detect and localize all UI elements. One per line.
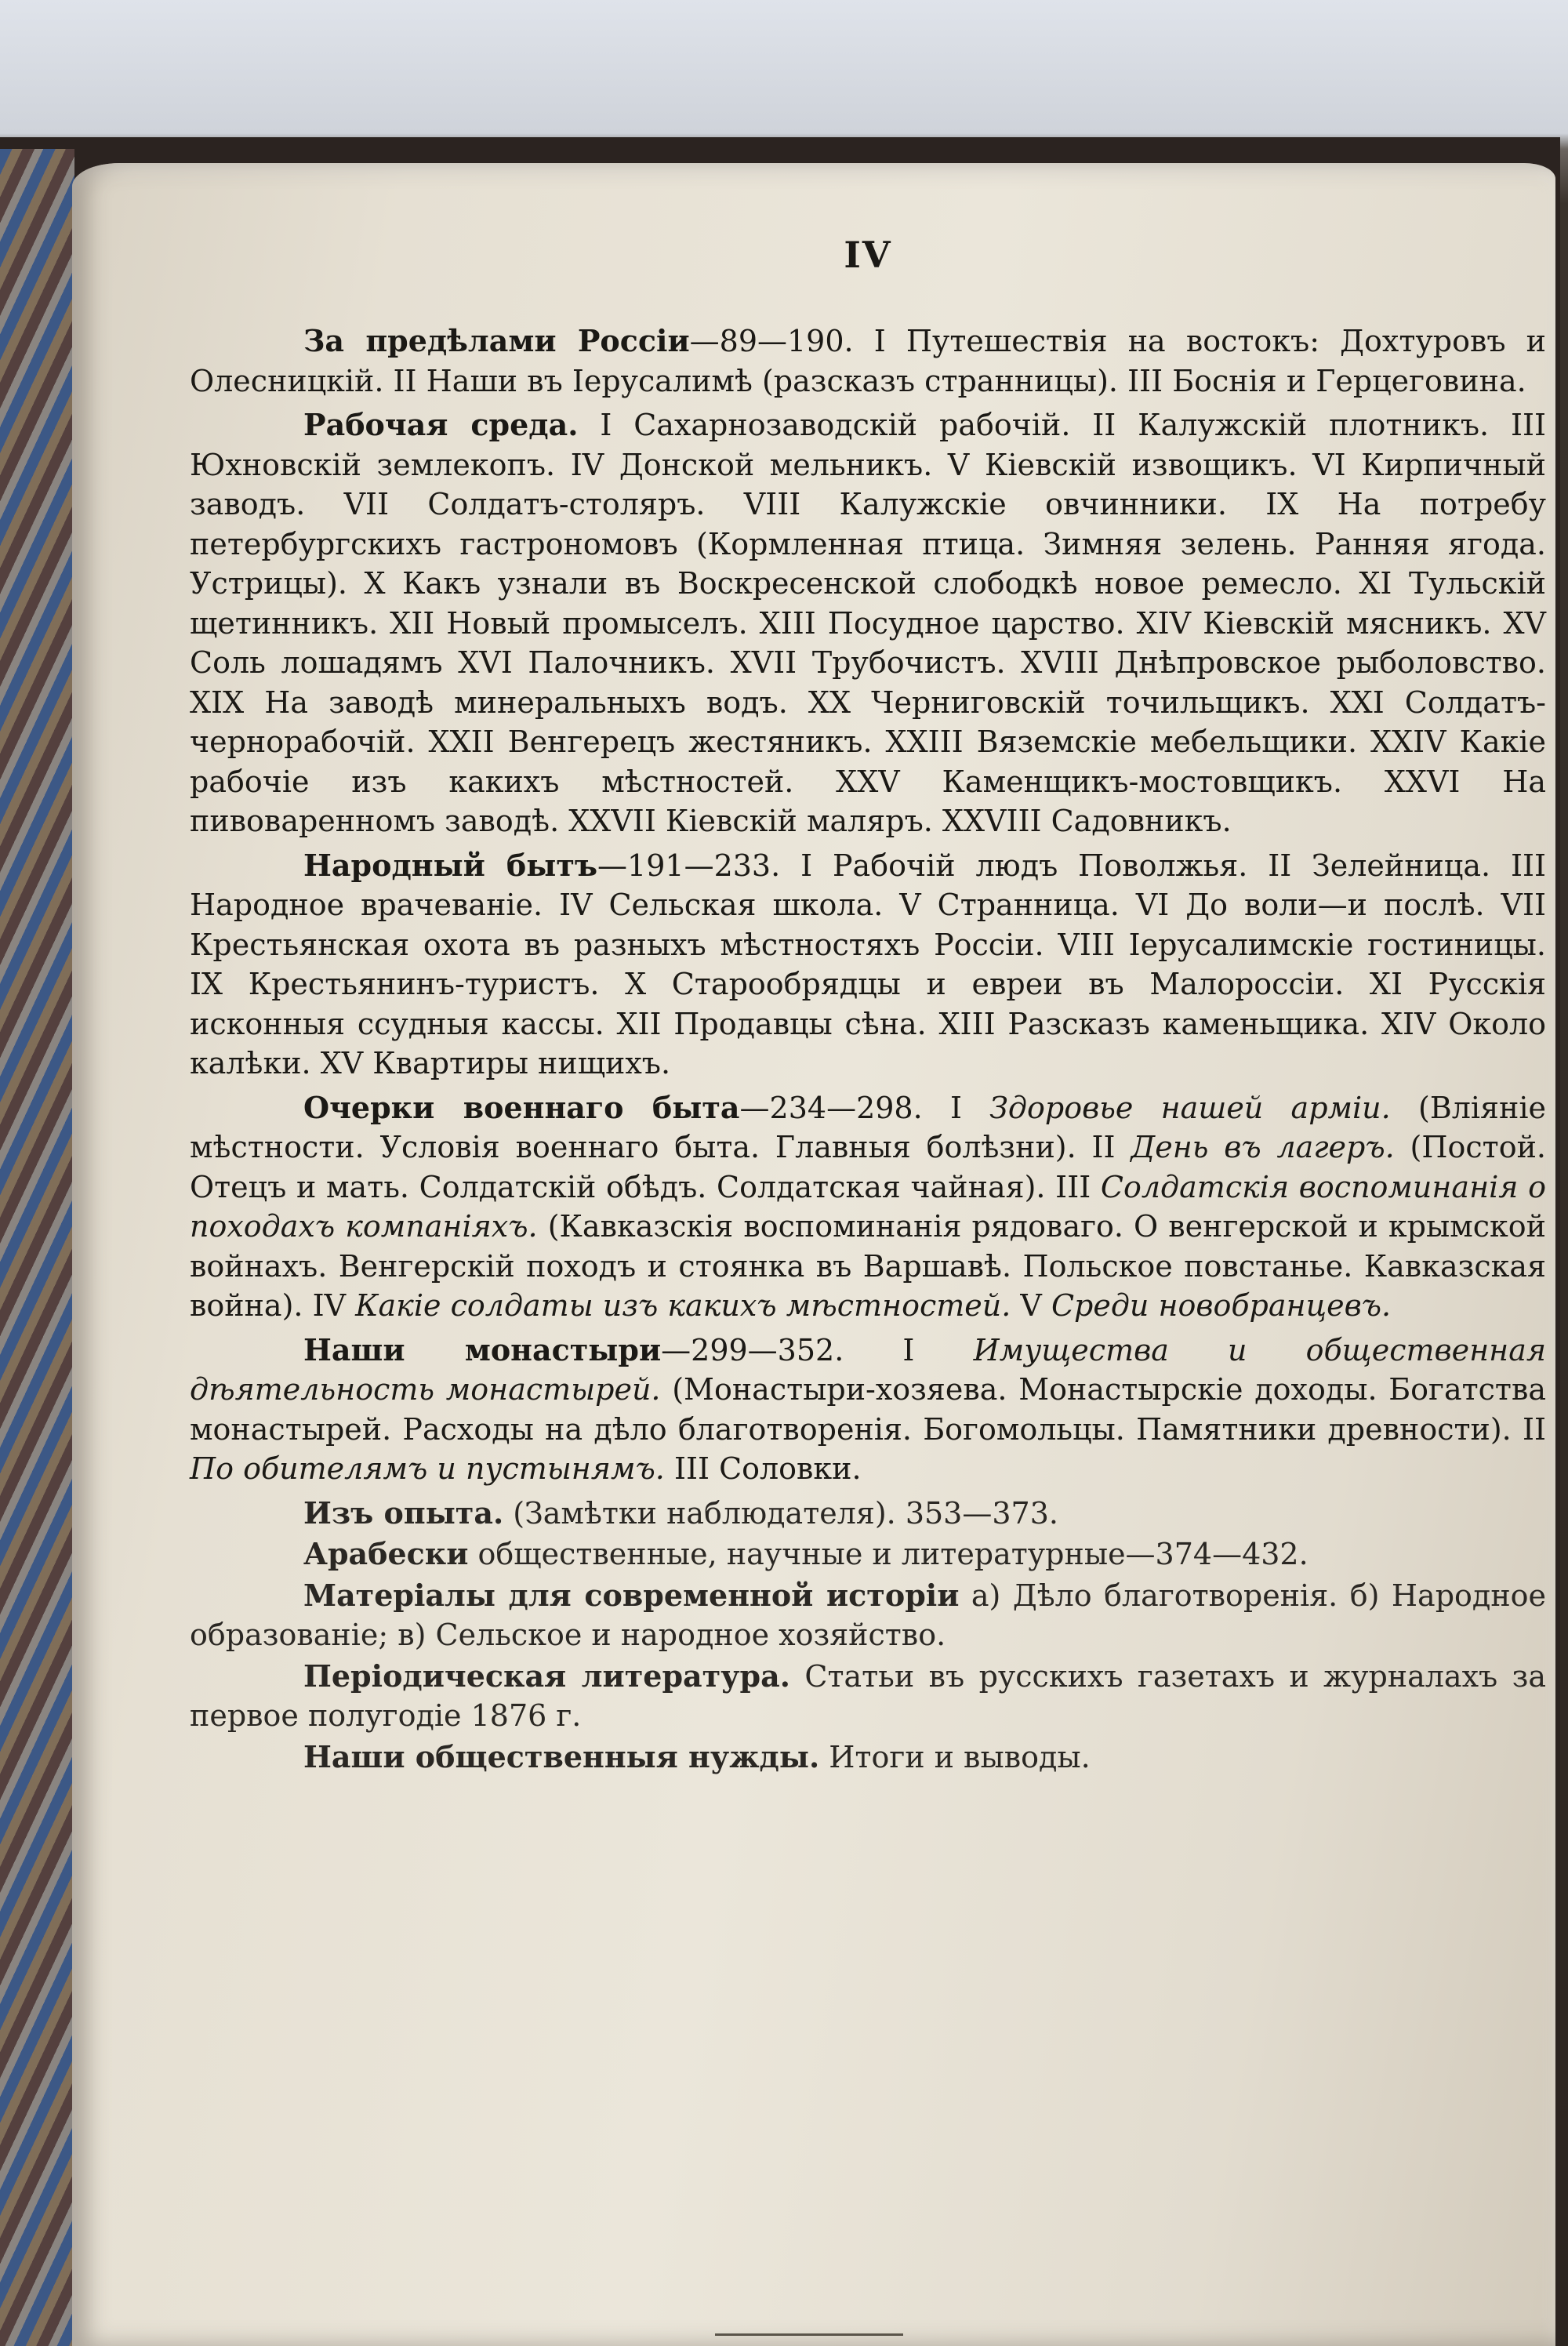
- decorative-rule: [715, 2333, 903, 2336]
- entry-heading: За предѣлами Россіи: [303, 323, 690, 358]
- entry-text: а) Дѣло благотворенія. б) Народное образованіе; в) Сельское и народное хозяйство.: [190, 1578, 1547, 1652]
- entry-italic-text: Имущества и общественная дѣятельность монастырей.: [190, 1332, 1547, 1407]
- entry-text: —234—298. I: [739, 1090, 990, 1125]
- toc-entry-working-environment: [190, 405, 1546, 841]
- book-page: [72, 163, 1555, 2346]
- entry-text: —191—233. I Рабочій людъ Поволжья. II Зелейница. III Народное врачеваніе. IV Сельская школа. V Странница. VI До воли—и послѣ. VII Крестьянская охота въ разныхъ мѣстностяхъ Россіи. VIII Іерусалимскіе гостиницы. IX Крестьянинъ-туристъ. X Старообрядцы и евреи въ Малороссіи. XI Русскія исконныя ссудныя кассы. XII Продавцы сѣна. XIII Разсказъ каменьщика. XIV Около калѣки. XV Квартиры нищихъ.: [190, 848, 1546, 1080]
- entry-heading: Наши общественныя нужды.: [303, 1738, 820, 1774]
- entry-heading: Народный бытъ: [303, 847, 598, 883]
- entry-heading: Матеріалы для современной исторіи: [303, 1577, 960, 1613]
- toc-entry-materials: [190, 1576, 1546, 1655]
- marbled-page-edge: [0, 149, 74, 2346]
- toc-entry-folk-life: [190, 846, 1546, 1084]
- entry-text: —299—352. I: [661, 1332, 974, 1367]
- entry-italic-text: Среди новобранцевъ.: [1051, 1288, 1392, 1323]
- entry-italic-text: Какіе солдаты изъ какихъ мѣстностей.: [355, 1288, 1011, 1323]
- entry-heading: Наши монастыри: [303, 1331, 662, 1367]
- toc-entry-from-experience: [190, 1494, 1546, 1534]
- entry-text: (Монастыри-хозяева. Монастырскіе доходы. Богатства монастырей. Расходы на дѣло благотворенія. Богомольцы. Памятники древности). II: [190, 1372, 1546, 1447]
- entry-text: —89—190. I Путешествія на востокъ: Дохтуровъ и Олесницкій. II Наши въ Іерусалимѣ (разсказъ странницы). III Боснія и Герцеговина.: [190, 324, 1546, 398]
- toc-entry-public-needs: [190, 1738, 1546, 1778]
- entry-heading: Изъ опыта.: [303, 1494, 504, 1531]
- entry-heading: Арабески: [303, 1536, 469, 1571]
- entry-text: V: [1011, 1288, 1051, 1323]
- entry-text: (Вліяніе мѣстности. Условія военнаго быта. Главныя болѣзни). II: [190, 1090, 1546, 1164]
- page-number: IV: [844, 234, 892, 276]
- toc-entry-monasteries: [190, 1331, 1546, 1489]
- entry-italic-text: День въ лагеръ.: [1131, 1130, 1395, 1164]
- entry-text: I Сахарнозаводскій рабочій. II Калужскій плотникъ. III Юхновскій землекопъ. IV Донской мельникъ. V Кіевскій извощикъ. VI Кирпичный заводъ. VII Солдатъ-столяръ. VIII Калужскіе овчинники. IX На потребу петербургскихъ гастрономовъ (Кормленная птица. Зимняя зелень. Ранняя ягода. Устрицы). X Какъ узнали въ Воскресенской слободкѣ новое ремесло. XI Тульскій щетинникъ. XII Новый промыселъ. XIII Посудное царство. XIV Кіевскій мясникъ. XV Соль лошадямъ XVI Палочникъ. XVII Трубочистъ. XVIII Днѣпровское рыболовство. XIX На заводѣ минеральныхъ водъ. XX Черниговскій точильщикъ. XXI Солдатъ-чернорабочій. XXII Венгерецъ жестяникъ. XXIII Вяземскіе мебельщики. XXIV Какіе рабочіе изъ какихъ мѣстностей. XXV Каменщикъ-мостовщикъ. XXVI На пивоваренномъ заводѣ. XXVII Кіевскій маляръ. XXVIII Садовникъ.: [190, 408, 1546, 838]
- toc-entry-military-life: [190, 1088, 1546, 1326]
- entry-heading: Періодическая литература.: [303, 1658, 790, 1694]
- page-text-block: [190, 234, 1546, 1778]
- toc-entry-arabesques: [190, 1534, 1546, 1574]
- entry-italic-text: По обителямъ и пустынямъ.: [190, 1451, 665, 1486]
- entry-italic-text: Солдатскія воспоминанія о походахъ компаніяхъ.: [190, 1169, 1546, 1244]
- entry-text: III Соловки.: [664, 1451, 862, 1486]
- entry-text: общественные, научные и литературные—374—432.: [468, 1537, 1308, 1571]
- entry-text: Итоги и выводы.: [819, 1739, 1091, 1774]
- entry-text: (Замѣтки наблюдателя). 353—373.: [503, 1495, 1058, 1531]
- toc-entry-periodicals: [190, 1657, 1546, 1736]
- entry-text: (Постой. Отецъ и мать. Солдатскій обѣдъ. Солдатская чайная). III: [190, 1130, 1546, 1204]
- entry-heading: Очерки военнаго быта: [303, 1089, 740, 1125]
- toc-entry-abroad: [190, 321, 1546, 401]
- entry-text: (Кавказскія воспоминанія рядоваго. О венгерской и крымской войнахъ. Венгерскій походъ и стоянка въ Варшавѣ. Польское повстанье. Кавказская война). IV: [190, 1209, 1546, 1323]
- entry-heading: Рабочая среда.: [303, 407, 579, 442]
- entry-text: Статьи въ русскихъ газетахъ и журналахъ за первое полугодіе 1876 г.: [190, 1658, 1546, 1733]
- entry-italic-text: Здоровье нашей арміи.: [989, 1090, 1391, 1125]
